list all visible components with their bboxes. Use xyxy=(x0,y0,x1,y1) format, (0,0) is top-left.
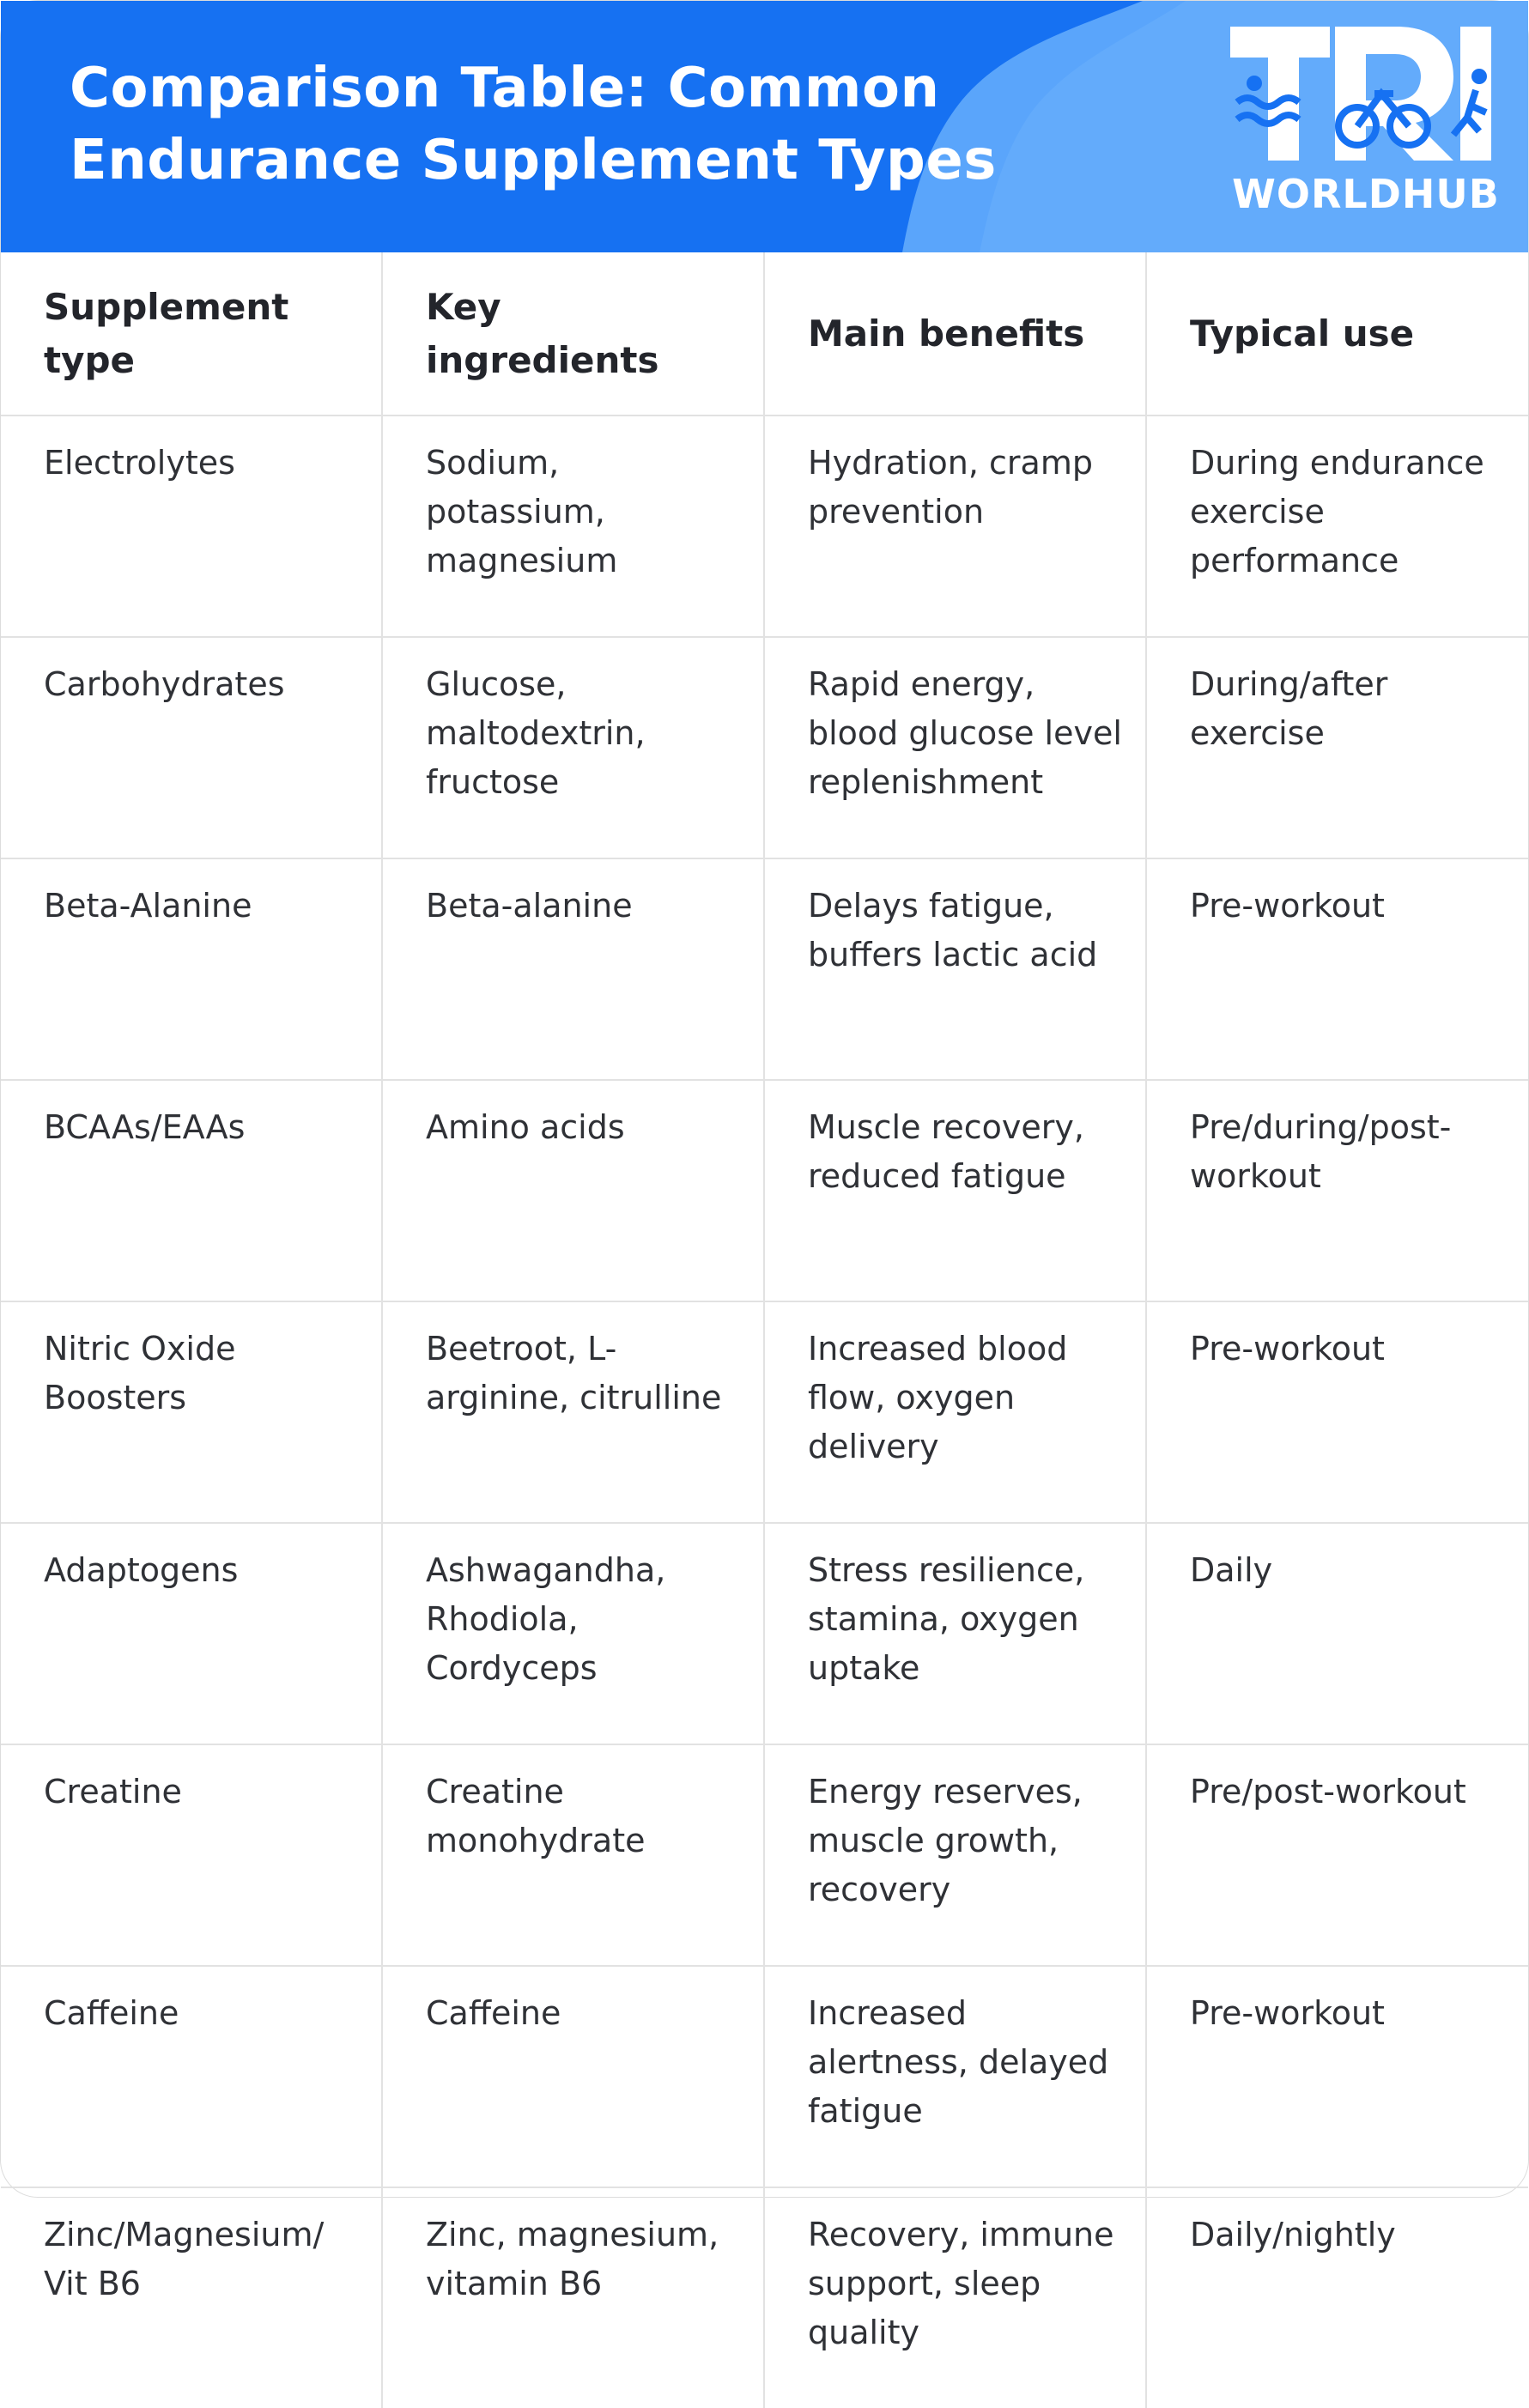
cell-key-ingredients: Zinc, magnesium, vitamin B6 xyxy=(382,2187,764,2408)
table-row xyxy=(1,1301,1528,1523)
cell-typical-use: Daily xyxy=(1146,1523,1528,1744)
cell-key-ingredients: Sodium, potassium, magnesium xyxy=(382,415,764,637)
cell-key-ingredients: Beta-alanine xyxy=(382,858,764,1080)
cell-main-benefits: Increased alertness, delayed fatigue xyxy=(764,1966,1146,2187)
table-row xyxy=(1,415,1528,637)
cell-supplement-type: Adaptogens xyxy=(1,1523,382,1744)
cell-supplement-type: Carbohydrates xyxy=(1,637,382,858)
cell-supplement-type: Electrolytes xyxy=(1,415,382,637)
cell-main-benefits: Stress resilience, stamina, oxygen uptake xyxy=(764,1523,1146,1744)
cell-main-benefits: Energy reserves, muscle growth, recovery xyxy=(764,1744,1146,1966)
cell-typical-use: Daily/nightly xyxy=(1146,2187,1528,2408)
cell-typical-use: Pre-workout xyxy=(1146,858,1528,1080)
cell-key-ingredients: Amino acids xyxy=(382,1080,764,1301)
table-row xyxy=(1,2187,1528,2408)
column-header-key-ingredients: Key ingredients xyxy=(382,252,764,415)
cell-supplement-type: Beta-Alanine xyxy=(1,858,382,1080)
table-row xyxy=(1,1744,1528,1966)
cell-key-ingredients: Creatine monohydrate xyxy=(382,1744,764,1966)
cell-supplement-type: BCAAs/EAAs xyxy=(1,1080,382,1301)
cell-main-benefits: Increased blood flow, oxygen delivery xyxy=(764,1301,1146,1523)
cell-key-ingredients: Ashwagandha, Rhodiola, Cordyceps xyxy=(382,1523,764,1744)
cell-supplement-type: Nitric Oxide Boosters xyxy=(1,1301,382,1523)
cell-supplement-type: Caffeine xyxy=(1,1966,382,2187)
table-row xyxy=(1,637,1528,858)
column-header-main-benefits: Main benefits xyxy=(764,252,1146,415)
cell-key-ingredients: Beetroot, L-arginine, citrulline xyxy=(382,1301,764,1523)
page-title: Comparison Table: Common Endurance Supplement Types xyxy=(70,57,997,192)
column-header-typical-use: Typical use xyxy=(1146,252,1528,415)
supplement-comparison-table xyxy=(1,252,1528,2408)
cell-main-benefits: Hydration, cramp prevention xyxy=(764,415,1146,637)
cell-key-ingredients: Glucose, maltodextrin, fructose xyxy=(382,637,764,858)
cell-typical-use: Pre-workout xyxy=(1146,1301,1528,1523)
logo-wordmark: WORLDHUB xyxy=(1232,171,1500,217)
cell-typical-use: Pre/during/post-workout xyxy=(1146,1080,1528,1301)
header-banner xyxy=(1,1,1528,252)
cell-main-benefits: Rapid energy, blood glucose level replenishment xyxy=(764,637,1146,858)
cell-supplement-type: Creatine xyxy=(1,1744,382,1966)
cell-typical-use: Pre/post-workout xyxy=(1146,1744,1528,1966)
cell-main-benefits: Delays fatigue, buffers lactic acid xyxy=(764,858,1146,1080)
column-header-supplement-type: Supplement type xyxy=(1,252,382,415)
cell-typical-use: Pre-workout xyxy=(1146,1966,1528,2187)
cell-key-ingredients: Caffeine xyxy=(382,1966,764,2187)
cell-typical-use: During endurance exercise performance xyxy=(1146,415,1528,637)
table-header-row xyxy=(1,252,1528,415)
table-row xyxy=(1,1966,1528,2187)
cell-main-benefits: Recovery, immune support, sleep quality xyxy=(764,2187,1146,2408)
table-row xyxy=(1,858,1528,1080)
cell-typical-use: During/after exercise xyxy=(1146,637,1528,858)
table-row xyxy=(1,1523,1528,1744)
cell-supplement-type: Zinc/Magnesium/ Vit B6 xyxy=(1,2187,382,2408)
table-row xyxy=(1,1080,1528,1301)
cell-main-benefits: Muscle recovery, reduced fatigue xyxy=(764,1080,1146,1301)
